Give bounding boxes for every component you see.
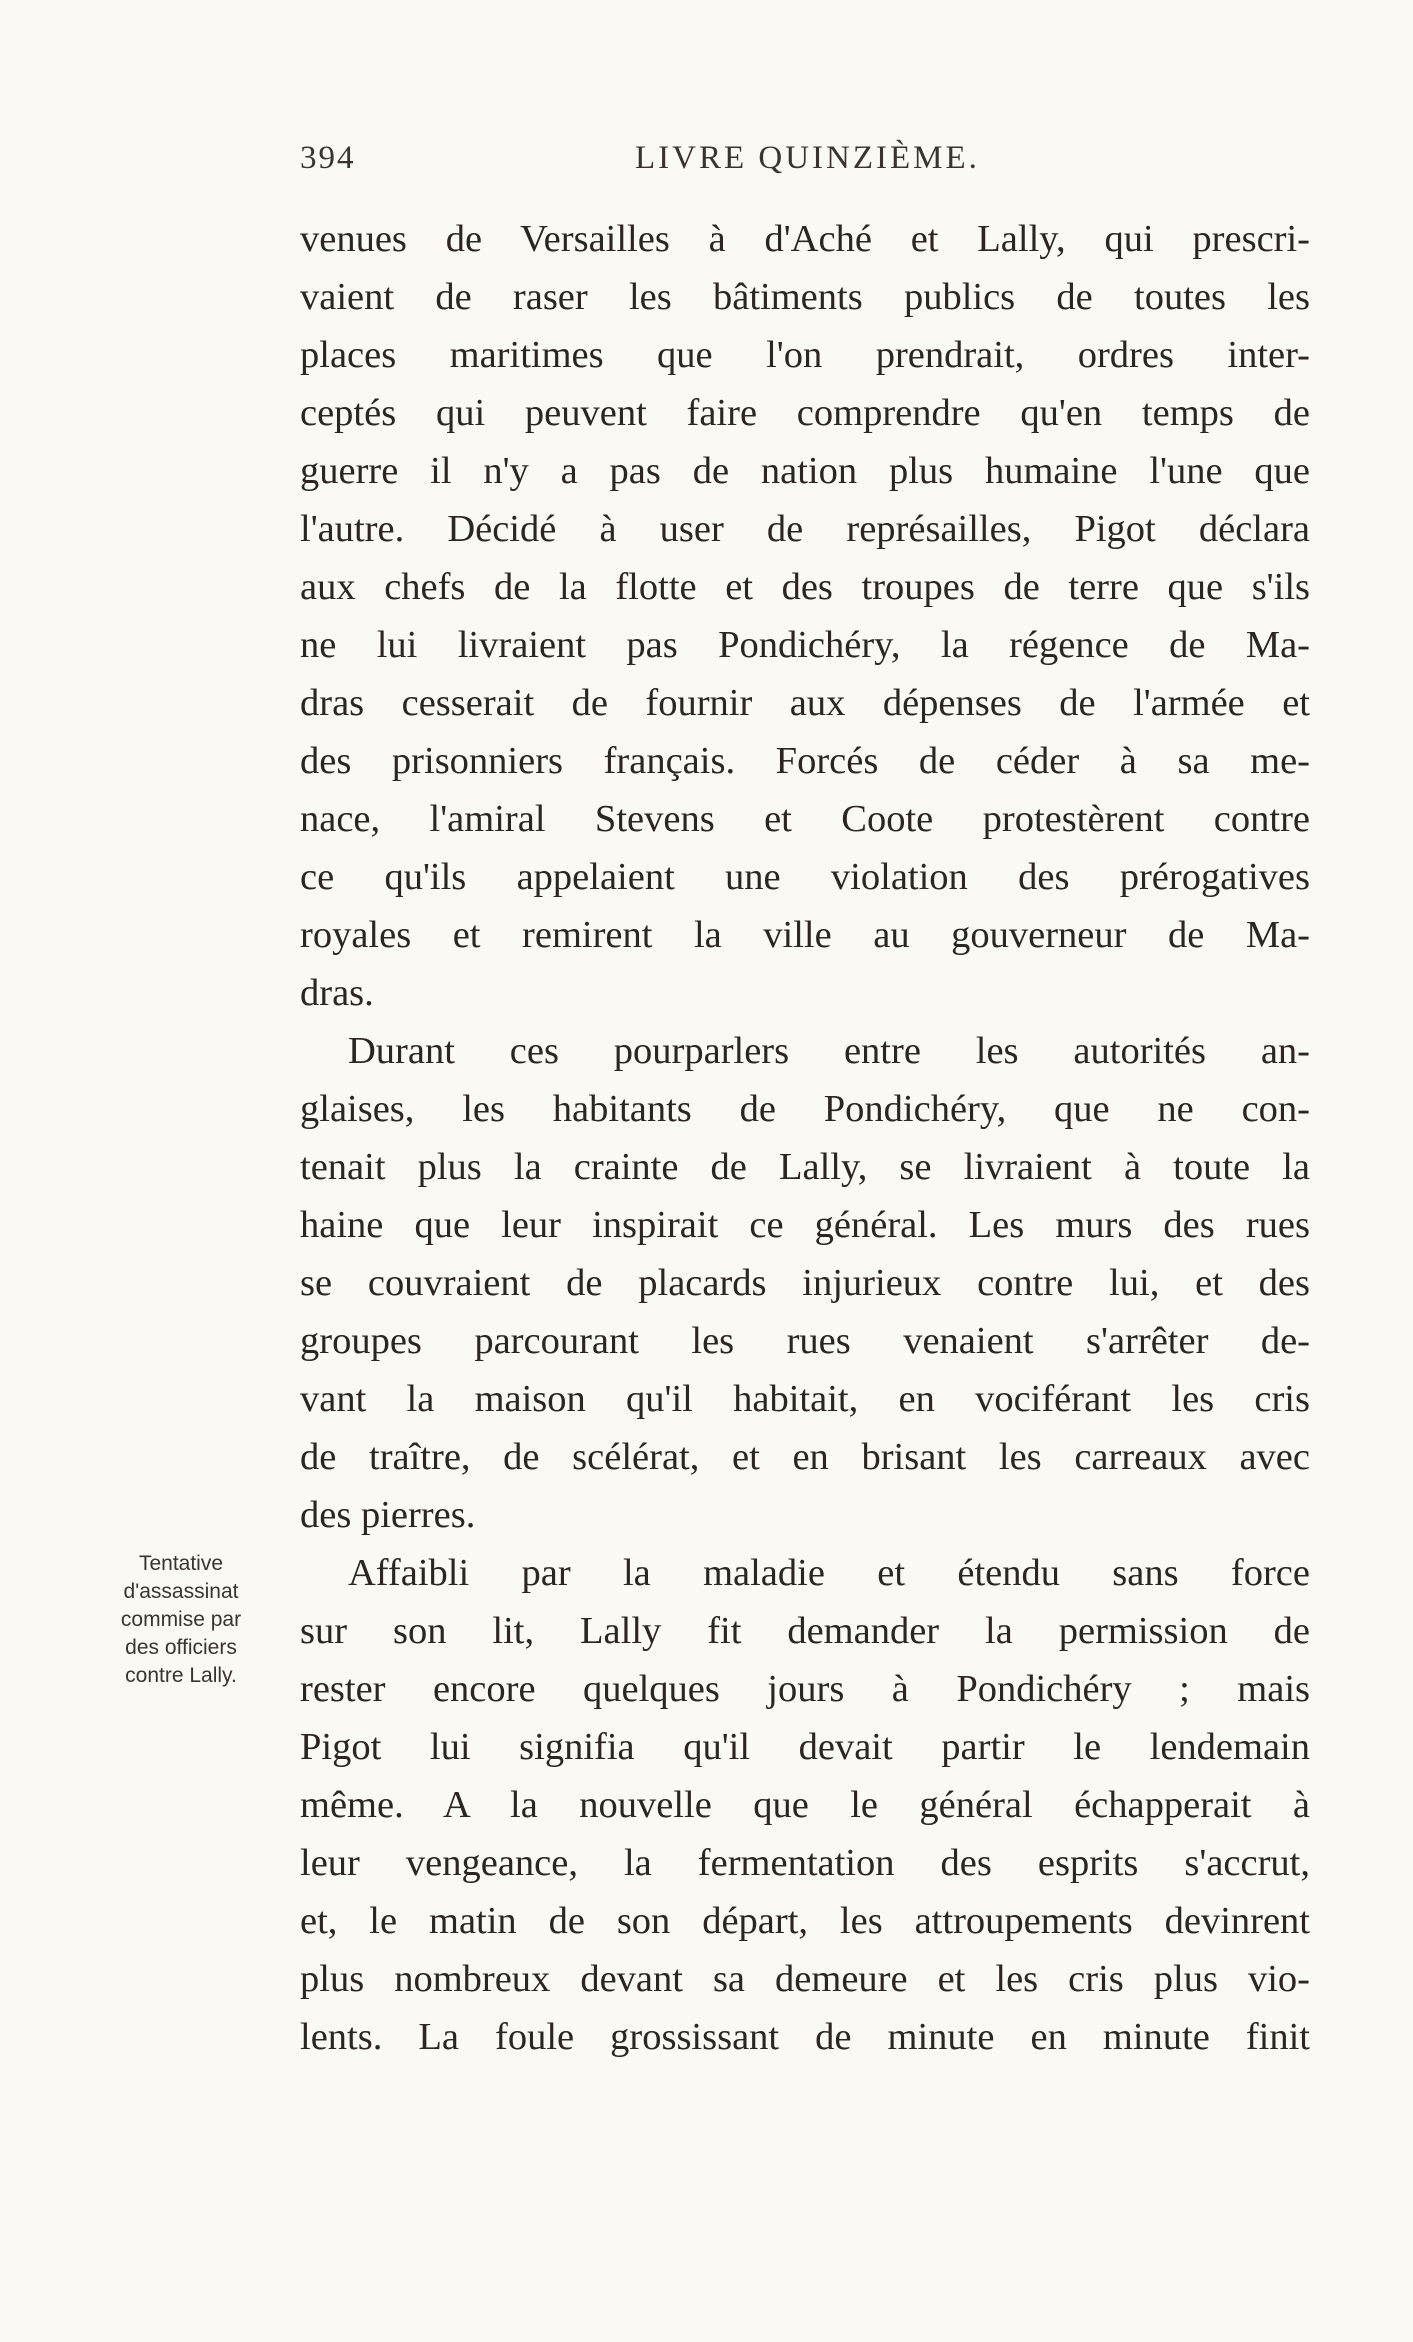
margin-note-line: Tentative	[138, 1552, 224, 1575]
margin-note-line: d'assassinat	[123, 1580, 239, 1603]
text-line: rester encore quelques jours à Pondichéry ; mais	[300, 1668, 1310, 1710]
text-line: Pigot lui signifia qu'il devait partir le lendemain	[300, 1726, 1310, 1768]
text-line: des pierres.	[300, 1494, 476, 1536]
margin-note	[86, 1550, 276, 1690]
running-title: LIVRE QUINZIÈME.	[635, 140, 980, 176]
text-line: guerre il n'y a pas de nation plus humaine l'une que	[300, 450, 1310, 492]
text-line: tenait plus la crainte de Lally, se livraient à toute la	[300, 1146, 1310, 1188]
text-line: dras cesserait de fournir aux dépenses de l'armée et	[300, 682, 1310, 724]
text-line: royales et remirent la ville au gouverneur de Ma-	[300, 914, 1310, 956]
text-line: Durant ces pourparlers entre les autorités an-	[348, 1030, 1310, 1072]
margin-note-line: commise par	[120, 1608, 242, 1631]
text-line: se couvraient de placards injurieux contre lui, et des	[300, 1262, 1310, 1304]
text-line: glaises, les habitants de Pondichéry, que ne con-	[300, 1088, 1310, 1130]
text-line: vant la maison qu'il habitait, en vociférant les cris	[300, 1378, 1310, 1420]
text-line: de traître, de scélérat, et en brisant les carreaux avec	[300, 1436, 1310, 1478]
text-line: et, le matin de son départ, les attroupements devinrent	[300, 1900, 1310, 1942]
text-line: ce qu'ils appelaient une violation des prérogatives	[300, 856, 1310, 898]
text-line: des prisonniers français. Forcés de céder à sa me-	[300, 740, 1310, 782]
text-line: venues de Versailles à d'Aché et Lally, qui prescri-	[300, 218, 1310, 260]
paragraph-1	[300, 210, 1310, 1022]
text-line: leur vengeance, la fermentation des esprits s'accrut,	[300, 1842, 1310, 1884]
page-number: 394	[300, 140, 356, 176]
text-line: haine que leur inspirait ce général. Les murs des rues	[300, 1204, 1310, 1246]
page-header	[300, 140, 1310, 190]
text-line: places maritimes que l'on prendrait, ordres inter-	[300, 334, 1310, 376]
margin-note-line: contre Lally.	[125, 1664, 237, 1687]
text-line: Affaibli par la maladie et étendu sans force	[348, 1552, 1310, 1594]
text-line: nace, l'amiral Stevens et Coote protestèrent contre	[300, 798, 1310, 840]
text-line: lents. La foule grossissant de minute en minute finit	[300, 2016, 1310, 2058]
text-line: l'autre. Décidé à user de représailles, Pigot déclara	[300, 508, 1310, 550]
text-line: ceptés qui peuvent faire comprendre qu'en temps de	[300, 392, 1310, 434]
text-line: ne lui livraient pas Pondichéry, la régence de Ma-	[300, 624, 1310, 666]
text-line: sur son lit, Lally fit demander la permission de	[300, 1610, 1310, 1652]
paragraph-2	[300, 1022, 1310, 1544]
paragraph-3	[300, 1544, 1310, 2066]
margin-note-line: des officiers	[125, 1636, 237, 1659]
text-line: plus nombreux devant sa demeure et les cris plus vio-	[300, 1958, 1310, 2000]
text-line: aux chefs de la flotte et des troupes de terre que s'ils	[300, 566, 1310, 608]
text-line: groupes parcourant les rues venaient s'arrêter de-	[300, 1320, 1310, 1362]
text-line: même. A la nouvelle que le général échapperait à	[300, 1784, 1310, 1826]
text-line: vaient de raser les bâtiments publics de toutes les	[300, 276, 1310, 318]
text-line: dras.	[300, 972, 374, 1014]
